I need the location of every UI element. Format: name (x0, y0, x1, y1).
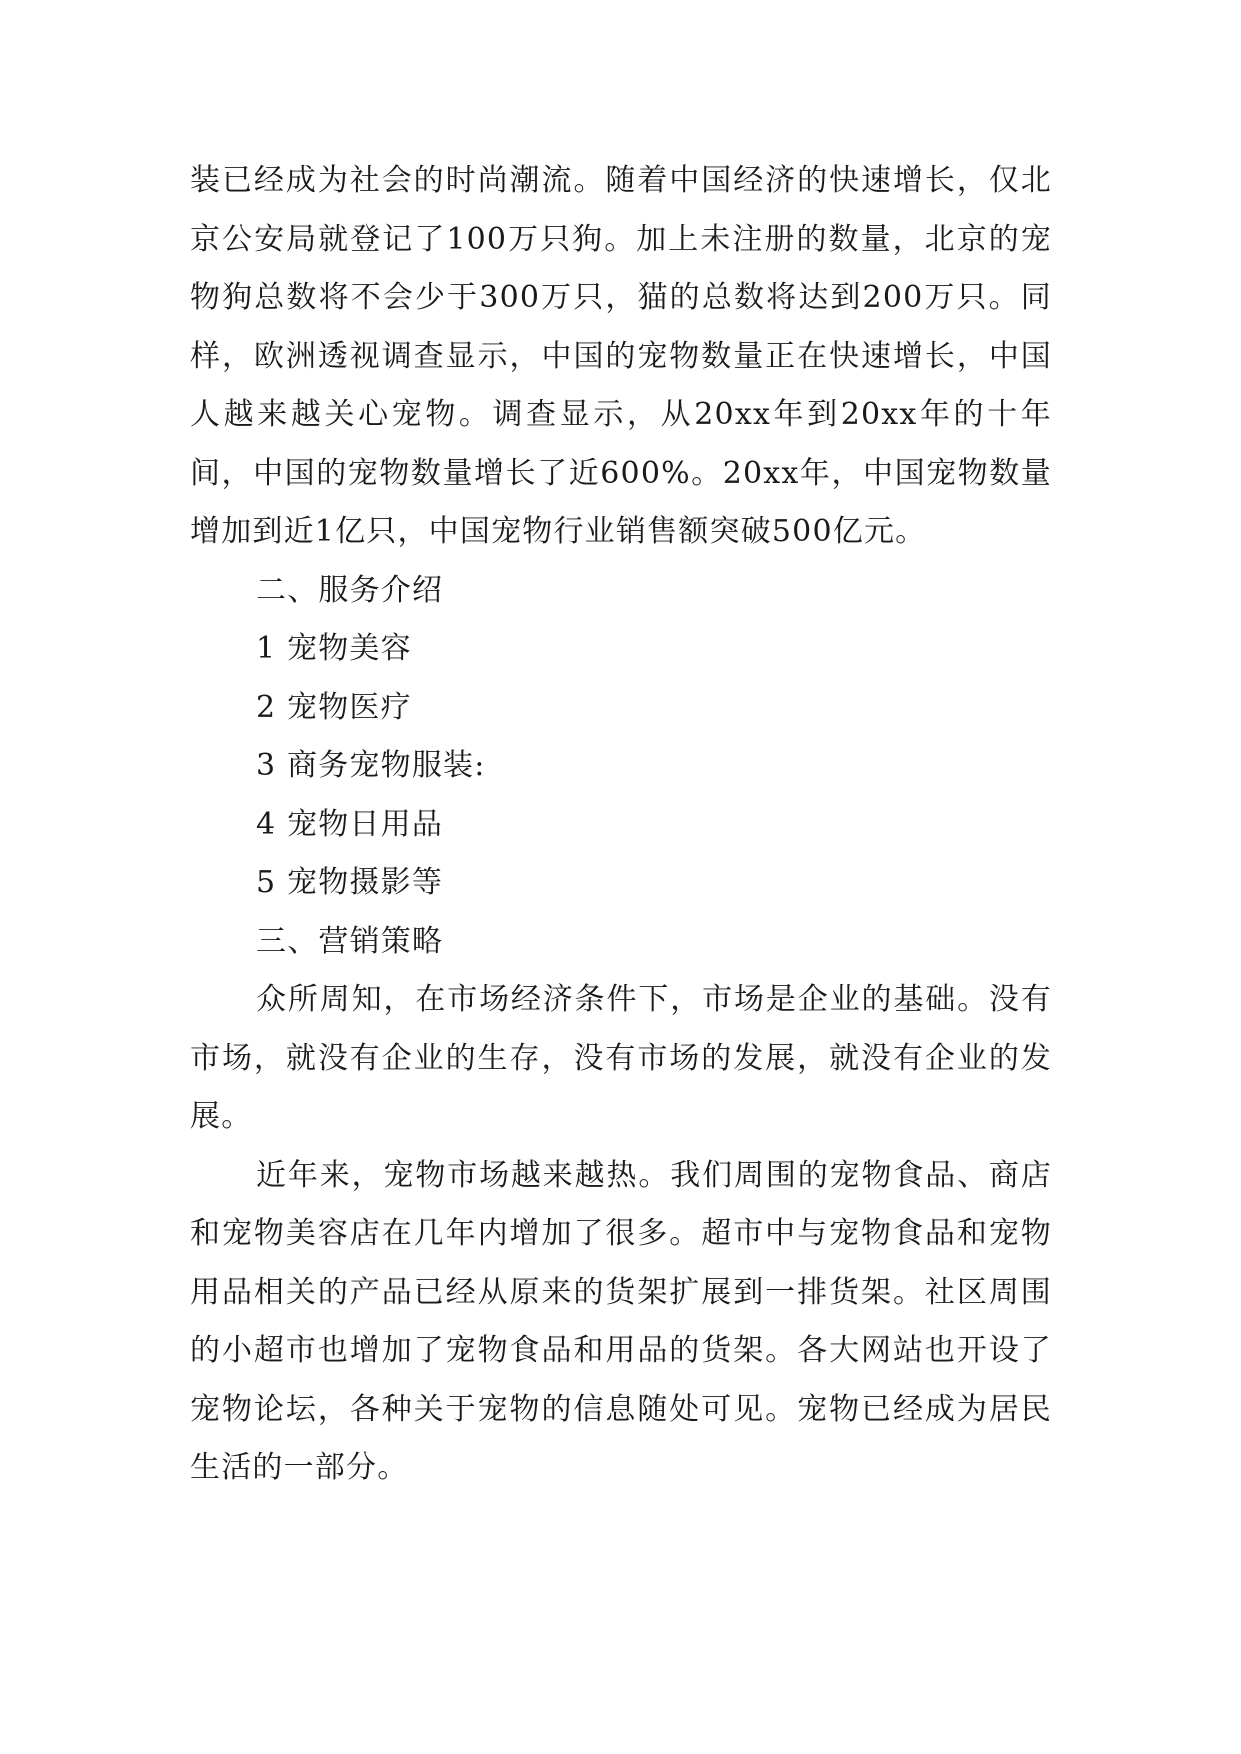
intro-paragraph: 装已经成为社会的时尚潮流。随着中国经济的快速增长，仅北京公安局就登记了100万只狗。加上未注册的数量，北京的宠物狗总数将不会少于300万只，猫的总数将达到200万只。同样，欧洲透视调查显示，中国的宠物数量正在快速增长，中国人越来越关心宠物。调查显示，从20xx年到20xx年的十年间，中国的宠物数量增长了近600%。20xx年，中国宠物数量增加到近1亿只，中国宠物行业销售额突破500亿元。 (190, 163, 1052, 549)
document-page (190, 152, 1052, 1498)
market-paragraph: 众所周知，在市场经济条件下，市场是企业的基础。没有市场，就没有企业的生存，没有市场的发展，就没有企业的发展。 (190, 982, 1052, 1134)
service-item-grooming: 1 宠物美容 (256, 631, 412, 666)
trend-paragraph: 近年来，宠物市场越来越热。我们周围的宠物食品、商店和宠物美容店在几年内增加了很多。超市中与宠物食品和宠物用品相关的产品已经从原来的货架扩展到一排货架。社区周围的小超市也增加了宠物食品和用品的货架。各大网站也开设了宠物论坛，各种关于宠物的信息随处可见。宠物已经成为居民生活的一部分。 (190, 1157, 1052, 1485)
service-item-photography: 5 宠物摄影等 (256, 865, 444, 900)
section-heading-services: 二、服务介绍 (256, 572, 444, 608)
section-heading-marketing: 三、营销策略 (256, 923, 444, 959)
service-item-supplies: 4 宠物日用品 (256, 806, 444, 842)
service-item-medical: 2 宠物医疗 (256, 689, 412, 725)
service-item-clothing: 3 商务宠物服装: (256, 748, 486, 783)
